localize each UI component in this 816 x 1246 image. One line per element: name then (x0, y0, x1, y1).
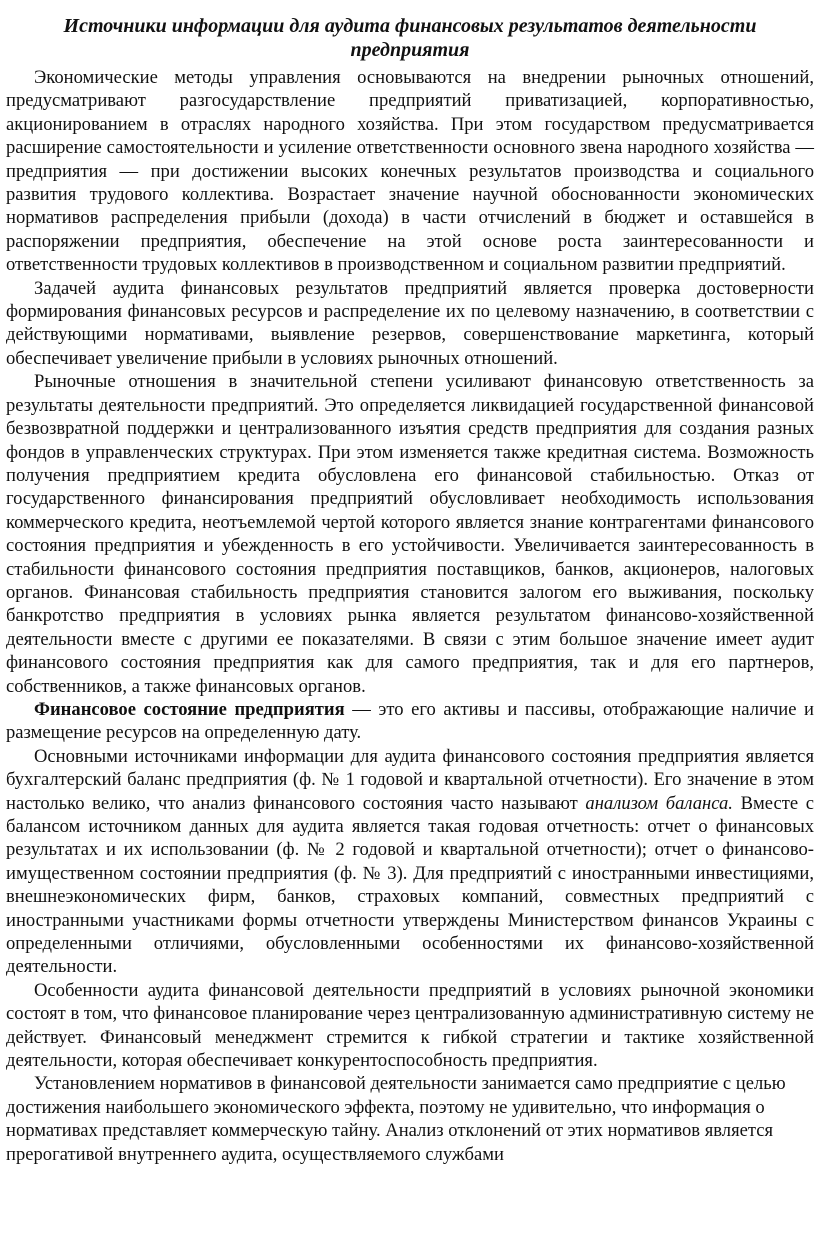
paragraph-audit-features: Особенности аудита финансовой деятельности предприятий в условиях рыночной экономики состоят в том, что финансовое планирование через централизованную административную систему не действует. Финансовый менеджмент стремится к гибкой стратегии и тактике хозяйственной деятельности, которая обеспечивает конкурентоспособность предприятия. (6, 979, 814, 1072)
document-title: Источники информации для аудита финансовых результатов деятельности предприятия (63, 15, 757, 61)
paragraph-financial-state-definition (6, 698, 814, 745)
definition-text: — это его активы и пассивы, отображающие наличие и размещение ресурсов на определенную дату. (6, 698, 815, 744)
sources-text-end: Вместе с балансом источником данных для аудита является такая годовая отчетность: отчет о финансовых результатах и их использовании (ф. № 2 годовой и квартальной отчетности); отчет о финансово-имущественном состоянии предприятия (ф. № 3). Для предприятий с иностранными инвестициями, внешнеэкономических фирм, банков, страховых компаний, совместных предприятий с иностранными участниками формы отчетности утверждены Министерством финансов Украины с определенными отличиями, обусловленными особенностями их финансово-хозяйственной деятельности. (6, 792, 814, 978)
paragraph-information-sources (6, 745, 814, 979)
paragraph-normatives: Установлением нормативов в финансовой деятельности занимается само предприятие с целью достижения наибольшего экономического эффекта, поэтому не удивительно, что информация о нормативах представляет коммерческую тайну. Анализ отклонений от этих нормативов является прерогативой внутреннего аудита, осуществляемого службами (6, 1073, 786, 1165)
paragraph-audit-task: Задачей аудита финансовых результатов предприятий является проверка достоверности формирования финансовых ресурсов и распределение их по целевому назначению, в соответствии с действующими нормативами, выявление резервов, совершенствование маркетинга, который обеспечивает увеличение прибыли в условиях рыночных отношений. (6, 277, 814, 369)
term-balance-analysis: анализом баланса. (585, 792, 733, 814)
sources-text-start: Основными источниками информации для аудита финансового состояния предприятия является бухгалтерский баланс предприятия (ф. № 1 годовой и квартальной отчетности). Его значение в этом настолько велико, что анализ финансового состояния часто называют (6, 745, 814, 814)
paragraph-economic-methods: Экономические методы управления основываются на внедрении рыночных отношений, предусматривают разгосударствление предприятий приватизацией, корпоративностью, акционированием в отраслях народного хозяйства. При этом государством предусматривается расширение самостоятельности и усиление ответственности основного звена народного хозяйства — предприятия — при достижении высоких конечных результатов производства и социального развития трудового коллектива. Возрастает значение научной обоснованности экономических нормативов распределения прибыли (дохода) в части отчислений в бюджет и оставшейся в распоряжении предприятия, обеспечение на этой основе роста заинтересованности и ответственности трудовых коллективов в производственном и социальном развитии предприятий. (6, 67, 814, 276)
paragraph-market-relations: Рыночные отношения в значительной степени усиливают финансовую ответственность за результаты деятельности предприятий. Это определяется ликвидацией государственной финансовой безвозвратной поддержки и централизованного изъятия средств предприятия для создания разных фондов в управленческих структурах. При этом изменяется также кредитная система. Возможность получения предприятием кредита обусловлена его финансовой стабильностью. Отказ от государственного финансирования предприятий обусловливает необходимость использования коммерческого кредита, неотъемлемой чертой которого является знание контрагентами финансового состояния предприятия и убежденность в его устойчивости. Увеличивается заинтересованность в стабильности финансового состояния предприятия поставщиков, банков, акционеров, налоговых органов. Финансовая стабильность предприятия становится залогом его выживания, поскольку банкротство предприятия в условиях рынка является результатом финансово-хозяйственной деятельности вместе с другими ее показателями. В связи с этим большое значение имеет аудит финансового состояния предприятия как для самого предприятия, так и для его партнеров, собственников, а также финансовых органов. (6, 371, 814, 697)
term-financial-state: Финансовое состояние предприятия (34, 698, 345, 720)
